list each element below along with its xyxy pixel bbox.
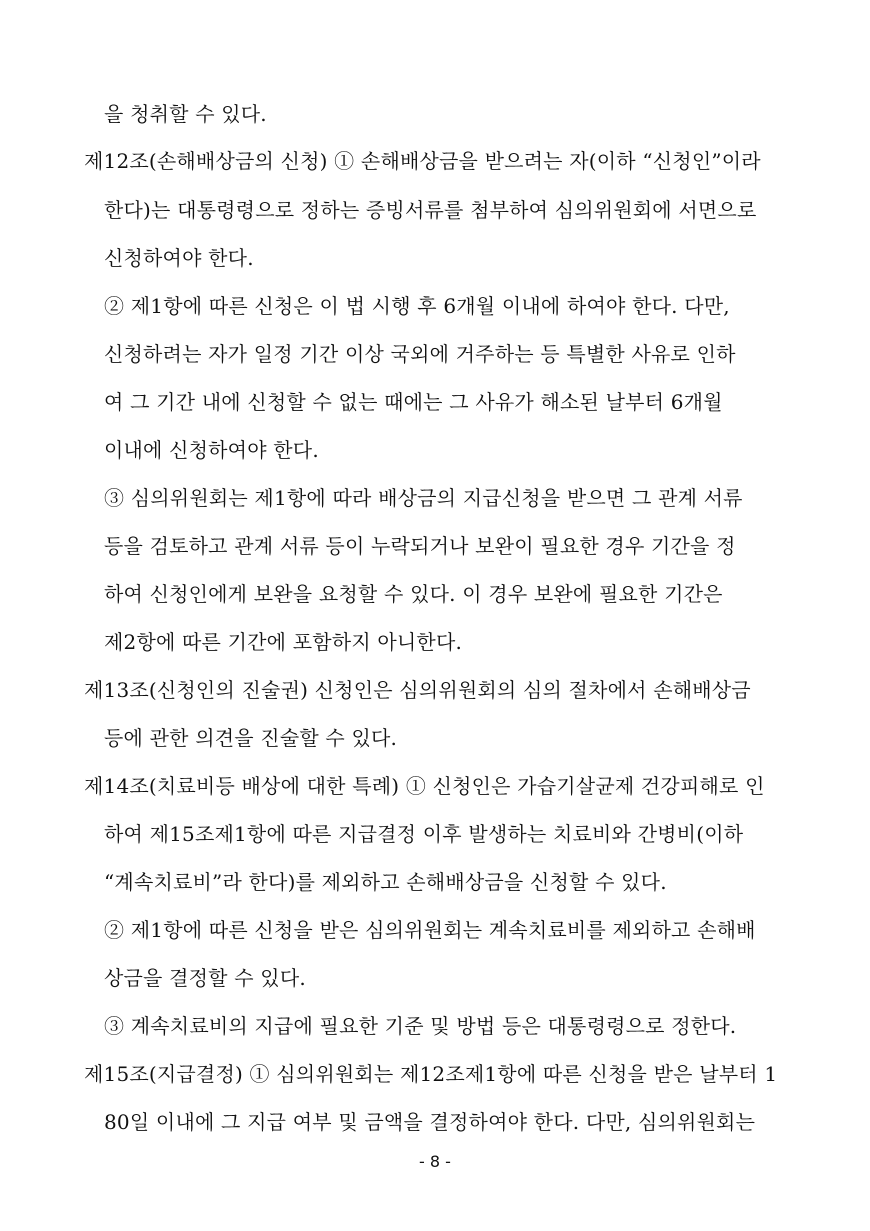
paragraph-2-line: ② 제1항에 따른 신청을 받은 심의위원회는 계속치료비를 제외하고 손해배 [104, 918, 756, 942]
page-number: - 8 - [419, 1152, 451, 1171]
text-line: 등에 관한 의견을 진술할 수 있다. [104, 726, 398, 750]
text-line: 신청하려는 자가 일정 기간 이상 국외에 거주하는 등 특별한 사유로 인하 [104, 342, 736, 366]
text-line: 신청하여야 한다. [104, 246, 254, 270]
text-line: 여 그 기간 내에 신청할 수 없는 때에는 그 사유가 해소된 날부터 6개월 [104, 390, 723, 414]
paragraph-3-line: ③ 심의위원회는 제1항에 따라 배상금의 지급신청을 받으면 그 관계 서류 [104, 486, 743, 510]
article-14-heading-line: 제14조(치료비등 배상에 대한 특례) ① 신청인은 가습기살균제 건강피해로 인 [84, 774, 765, 798]
article-12-heading-line: 제12조(손해배상금의 신청) ① 손해배상금을 받으려는 자(이하 “신청인”이라 [84, 149, 761, 173]
text-line: “계속치료비”라 한다)를 제외하고 손해배상금을 신청할 수 있다. [104, 870, 667, 894]
text-line: 등을 검토하고 관계 서류 등이 누락되거나 보완이 필요한 경우 기간을 정 [104, 534, 736, 558]
text-line: 하여 제15조제1항에 따른 지급결정 이후 발생하는 치료비와 간병비(이하 [104, 822, 744, 846]
text-line: 이내에 신청하여야 한다. [104, 438, 319, 462]
text-line: 80일 이내에 그 지급 여부 및 금액을 결정하여야 한다. 다만, 심의위원회는 [104, 1110, 756, 1134]
text-line: 하여 신청인에게 보완을 요청할 수 있다. 이 경우 보완에 필요한 기간은 [104, 582, 723, 606]
article-15-heading-line: 제15조(지급결정) ① 심의위원회는 제12조제1항에 따른 신청을 받은 날부터 1 [84, 1062, 778, 1086]
text-line: 한다)는 대통령령으로 정하는 증빙서류를 첨부하여 심의위원회에 서면으로 [104, 198, 757, 222]
text-line: 제2항에 따른 기간에 포함하지 아니한다. [104, 630, 463, 654]
paragraph-3-line: ③ 계속치료비의 지급에 필요한 기준 및 방법 등은 대통령령으로 정한다. [104, 1014, 737, 1038]
text-line: 을 청취할 수 있다. [104, 102, 267, 126]
text-line: 상금을 결정할 수 있다. [104, 966, 306, 990]
article-13-heading-line: 제13조(신청인의 진술권) 신청인은 심의위원회의 심의 절차에서 손해배상금 [84, 678, 751, 702]
paragraph-2-line: ② 제1항에 따른 신청은 이 법 시행 후 6개월 이내에 하여야 한다. 다만, [104, 294, 730, 318]
